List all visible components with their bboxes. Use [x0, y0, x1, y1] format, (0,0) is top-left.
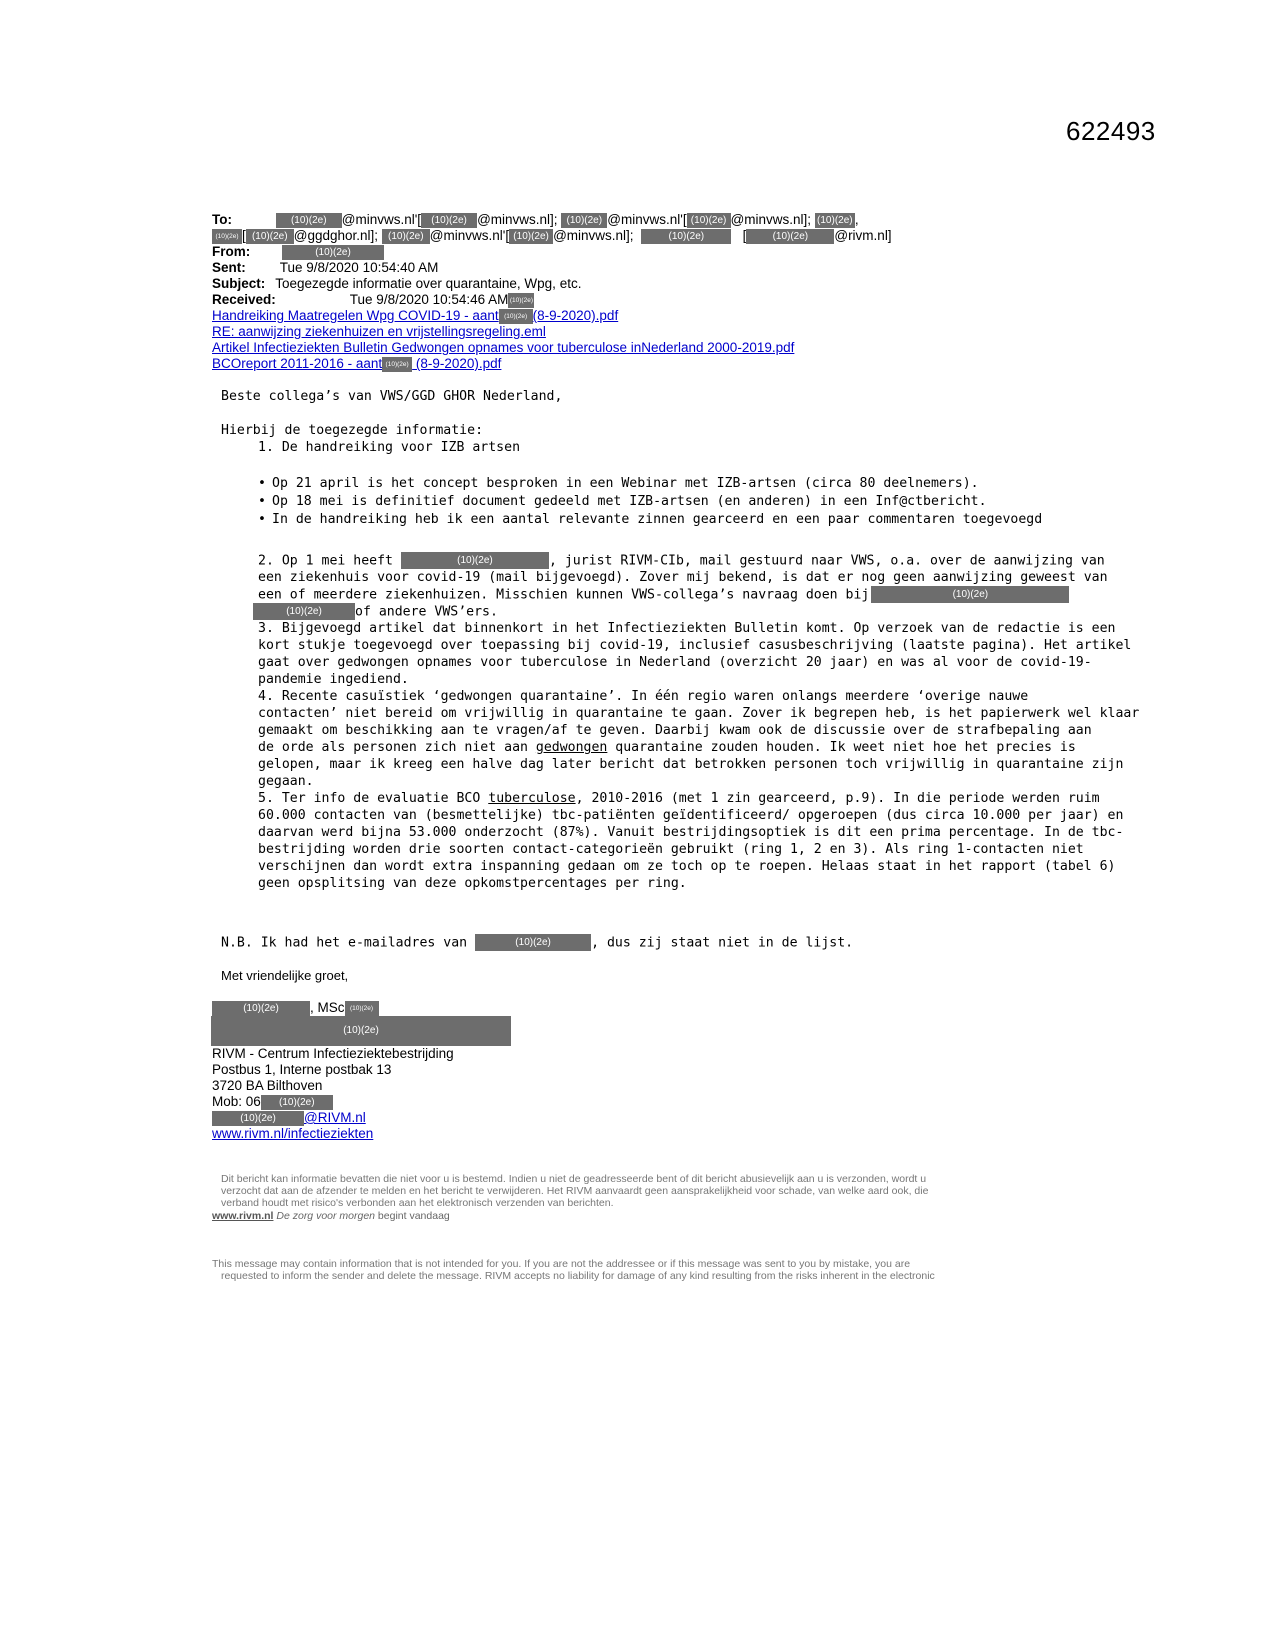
- signature-website[interactable]: [212, 1126, 373, 1142]
- attachment-name[interactable]: Handreiking Maatregelen Wpg COVID-19 - aant: [212, 308, 499, 323]
- signature-block-redaction: [211, 1016, 511, 1046]
- item-5-line: verschijnen dan wordt extra inspanning gedaan om ze toch op te roepen. Helaas staat in het rapport (tabel 6): [258, 859, 1116, 874]
- from-label: From:: [212, 244, 251, 259]
- attachment-name[interactable]: (8-9-2020).pdf: [532, 308, 619, 323]
- redaction: (10)(2e): [401, 552, 549, 569]
- attachment-name[interactable]: BCOreport 2011-2016 - aant: [212, 356, 383, 371]
- attachment-link[interactable]: [212, 324, 546, 340]
- redaction: (10)(2e): [282, 245, 384, 260]
- subject-line: [212, 276, 581, 292]
- item-5-line: 60.000 contacten van (besmettelijke) tbc-patiënten geïdentificeerd/ opgeroepen (dus circa 10.000 per jaar) en: [258, 808, 1124, 823]
- to-part: @ggdghor.nl];: [293, 228, 379, 243]
- signature-address-1: Postbus 1, Interne postbak 13: [212, 1062, 392, 1077]
- received-label: Received:: [212, 292, 276, 307]
- tagline-italic: De zorg voor morgen: [273, 1210, 376, 1222]
- item-5-line: daarvan werd bijna 53.000 onderzocht (87%). Vanuit bestrijdingsoptiek is dit een prima percentage. In de tbc-: [258, 825, 1124, 840]
- signature-mob: [212, 1094, 333, 1110]
- signature-name-line: [212, 1000, 379, 1016]
- text: , dus zij staat niet in de lijst.: [591, 935, 854, 951]
- to-part: @minvws.nl];: [553, 228, 634, 243]
- to-part: @minvws.nl'[: [607, 212, 687, 227]
- redaction: (10)(2e): [499, 309, 533, 324]
- item-5-line: [258, 790, 1100, 807]
- item-2-line: [258, 552, 1105, 570]
- item-2-line: [258, 586, 1069, 604]
- redaction: (10)(2e): [253, 603, 355, 620]
- redaction: (10)(2e): [212, 1001, 310, 1016]
- to-label: To:: [212, 212, 232, 227]
- sent-label: Sent:: [212, 260, 246, 275]
- redaction: (10)(2e): [382, 357, 412, 372]
- document-number: 622493: [1066, 116, 1156, 146]
- email-link[interactable]: @RIVM.nl: [304, 1110, 366, 1125]
- redaction: (10)(2e): [212, 1111, 304, 1126]
- redaction: (10)(2e): [871, 586, 1069, 603]
- text: een of meerdere ziekenhuizen. Misschien kunnen VWS-collega’s navraag doen bij: [258, 587, 870, 603]
- to-part: @minvws.nl];: [730, 212, 812, 227]
- to-part: ,: [854, 212, 859, 227]
- text: 2. Op 1 mei heeft: [258, 553, 393, 569]
- attachment-link[interactable]: [212, 340, 794, 356]
- redaction: (10)(2e): [641, 229, 731, 244]
- redaction: (10)(2e): [475, 934, 591, 951]
- redaction: (10)(2e): [261, 1095, 333, 1110]
- bullet-item: [258, 511, 1042, 528]
- signature-org: RIVM - Centrum Infectieziektebestrijding: [212, 1046, 454, 1061]
- nb-line: [221, 934, 853, 952]
- item-2-line: [253, 603, 498, 621]
- attachment-link[interactable]: [212, 308, 618, 324]
- bullet-item: [258, 475, 979, 492]
- text: , jurist RIVM-CIb, mail gestuurd naar VWS, o.a. over de aanwijzing van: [548, 553, 1105, 569]
- text: 5. Ter info de evaluatie BCO: [258, 791, 489, 806]
- redaction: (10)(2e): [509, 229, 553, 244]
- tagline-rest: begint vandaag: [375, 1210, 450, 1222]
- attachment-name[interactable]: Artikel Infectieziekten Bulletin Gedwongen opnames voor tuberculose inNederland 2000-2019.pdf: [212, 340, 795, 355]
- received-value: Tue 9/8/2020 10:54:46 AM: [349, 292, 509, 307]
- redaction: (10)(2e): [746, 229, 834, 244]
- disclaimer-nl-line: verband houdt met risico's verbonden aan het elektronisch verzenden van berichten.: [221, 1197, 614, 1209]
- sent-line: [212, 260, 438, 276]
- to-part: @minvws.nl'[: [429, 228, 510, 243]
- redaction: (10)(2e): [345, 1001, 379, 1016]
- redaction: (10)(2e): [815, 213, 855, 228]
- item-3-line: pandemie ingediend.: [258, 672, 409, 687]
- tagline: [212, 1210, 450, 1223]
- item-2-line: een ziekenhuis voor covid-19 (mail bijgevoegd). Zover mij bekend, is dat er nog geen aanwijzing geweest van: [258, 570, 1108, 585]
- text: Mob: 06: [212, 1094, 261, 1109]
- bullet-item: [258, 493, 987, 510]
- to-part: @minvws.nl];: [477, 212, 558, 227]
- to-part: @rivm.nl]: [834, 228, 892, 243]
- attachment-name[interactable]: (8-9-2020).pdf: [412, 356, 502, 371]
- item-4-line: 4. Recente casuïstiek ‘gedwongen quarantaine’. In één regio waren onlangs meerdere ‘overige nauwe: [258, 689, 1029, 704]
- bullet-text: • In de handreiking heb ik een aantal relevante zinnen gearceerd en een paar commentaren toegevoegd: [258, 512, 1042, 527]
- item-4-line: gemaakt om beschikking aan te vragen/af te geven. Daarbij kwam ook de discussie over de strafbepaling aan: [258, 723, 1092, 738]
- item-5-line: geen opsplitsing van deze opkomstpercentages per ring.: [258, 876, 687, 891]
- redaction: (10)(2e): [276, 213, 342, 228]
- to-part: @minvws.nl'[: [341, 212, 422, 227]
- to-part: [: [242, 228, 246, 243]
- sent-value: Tue 9/8/2020 10:54:40 AM: [279, 260, 439, 275]
- tagline-site[interactable]: www.rivm.nl: [212, 1210, 274, 1222]
- subject-label: Subject:: [212, 276, 266, 291]
- disclaimer-nl-line: verzocht dat aan de afzender te melden en het bericht te verwijderen. Het RIVM aanvaardt geen aansprakelijkheid voor schade, van welke aard ook, die: [221, 1185, 929, 1197]
- text: de orde als personen zich niet aan: [258, 740, 536, 755]
- item-3-line: 3. Bijgevoegd artikel dat binnenkort in het Infectieziekten Bulletin komt. Op verzoek van de redactie is een: [258, 621, 1116, 636]
- item-4-line: contacten’ niet bereid om vrijwillig in quarantaine te gaan. Zover ik begrepen heb, is het papierwerk wel klaar: [258, 706, 1140, 721]
- to-line-2: [212, 228, 892, 244]
- signature-email[interactable]: [212, 1110, 366, 1126]
- item-1: 1. De handreiking voor IZB artsen: [258, 440, 521, 455]
- text: , 2010-2016 (met 1 zin gearceerd, p.9). In die periode werden ruim: [575, 791, 1100, 806]
- underlined-text: gedwongen: [535, 740, 608, 755]
- redaction: (10)(2e): [382, 229, 430, 244]
- signature-address-2: 3720 BA Bilthoven: [212, 1078, 323, 1093]
- greeting: Beste collega’s van VWS/GGD GHOR Nederland,: [221, 389, 563, 404]
- text: N.B. Ik had het e-mailadres van: [221, 935, 468, 951]
- from-line: [212, 244, 384, 260]
- bullet-text: • Op 21 april is het concept besproken in een Webinar met IZB-artsen (circa 80 deelnemers).: [258, 476, 979, 491]
- item-4-line: gelopen, maar ik kreeg een halve dag later bericht dat betrokken personen toch vrijwillig in quarantaine zijn: [258, 757, 1124, 772]
- disclaimer-en-line: This message may contain information that is not intended for you. If you are not the addressee or if this message was sent to you by mistake, you are: [212, 1258, 911, 1270]
- to-line-1: [212, 212, 859, 228]
- item-4-line: [258, 739, 1076, 756]
- to-part: [: [742, 228, 747, 243]
- text: of andere VWS’ers.: [355, 604, 498, 620]
- subject-value: Toegezegde informatie over quarantaine, Wpg, etc.: [275, 276, 582, 291]
- attachment-link[interactable]: [212, 356, 501, 372]
- redaction: (10)(2e): [212, 229, 242, 244]
- item-5-line: bestrijding worden drie soorten contact-categorieën gebruikt (ring 1, 2 en 3). Als ring 1-contacten niet: [258, 842, 1084, 857]
- closing: Met vriendelijke groet,: [221, 968, 349, 983]
- redaction: (10)(2e): [211, 1016, 511, 1046]
- received-line: [212, 292, 534, 308]
- intro: Hierbij de toegezegde informatie:: [221, 423, 484, 438]
- redaction: (10)(2e): [246, 229, 294, 244]
- bullet-text: • Op 18 mei is definitief document gedeeld met IZB-artsen (en anderen) in een Inf@ctbericht.: [258, 494, 987, 509]
- item-3-line: gaat over gedwongen opnames voor tuberculose in Nederland (overzicht 20 jaar) en was al voor de covid-19-: [258, 655, 1092, 670]
- item-3-line: kort stukje toegevoegd over toepassing bij covid-19, inclusief casusbeschrijving (laatste pagina). Het artikel: [258, 638, 1132, 653]
- item-4-line: gegaan.: [258, 774, 314, 789]
- website-link[interactable]: www.rivm.nl/infectieziekten: [212, 1126, 374, 1141]
- redaction: (10)(2e): [561, 213, 607, 228]
- underlined-text: tuberculose: [488, 791, 576, 806]
- text: quarantaine zouden houden. Ik weet niet hoe het precies is: [607, 740, 1076, 755]
- disclaimer-nl-line: Dit bericht kan informatie bevatten die niet voor u is bestemd. Indien u niet de geadresseerde bent of dit bericht abusievelijk aan u is verzonden, wordt u: [221, 1173, 927, 1185]
- attachment-name[interactable]: RE: aanwijzing ziekenhuizen en vrijstellingsregeling.eml: [212, 324, 546, 339]
- title-suffix: , MSc: [310, 1000, 345, 1015]
- disclaimer-en-line: requested to inform the sender and delete the message. RIVM accepts no liability for damage of any kind resulting from the risks inherent in the electronic: [221, 1270, 935, 1282]
- redaction: (10)(2e): [508, 293, 534, 308]
- redaction: (10)(2e): [421, 213, 477, 228]
- redaction: (10)(2e): [687, 213, 731, 228]
